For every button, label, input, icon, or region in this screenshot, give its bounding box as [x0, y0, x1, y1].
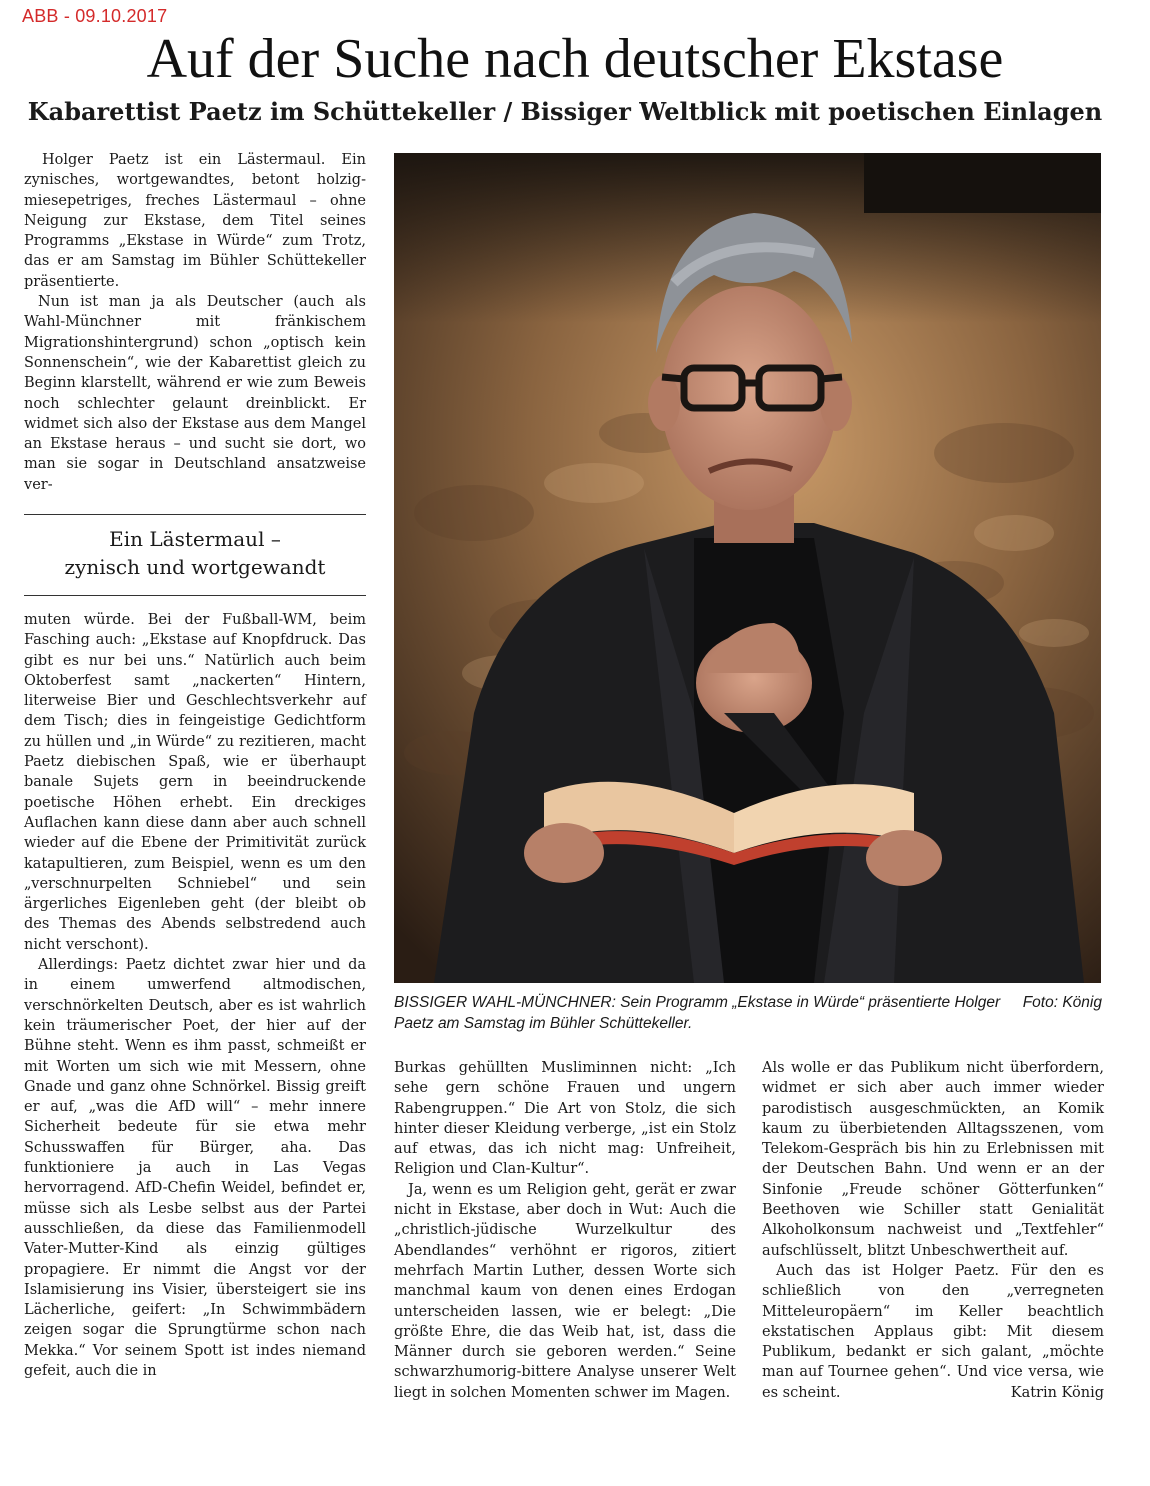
paragraph: Ja, wenn es um Religion geht, gerät er zwar nicht in Ekstase, aber doch in Wut: Auch die „christlich-jüdische Wurzelkultur des Abendlandes“ verhöhnt er rigoros, zitiert mehrfach Martin Luther, dessen Worte sich manchmal kaum von denen eines Erdogan unterscheiden lassen, wie er belegt: „Die größte Ehre, die das Weib hat, ist, dass die Männer durch sie geboren werden.“ Seine schwarzhumorig-bittere Analyse unserer Welt liegt in solchen Momenten schwer im Magen. [394, 1181, 736, 1401]
subhead-line: zynisch und wortgewandt [64, 555, 326, 579]
paragraph: muten würde. Bei der Fußball-WM, beim Fasching auch: „Ekstase auf Knopfdruck. Das gibt es nur bei uns.“ Natürlich auch beim Oktoberfest samt „nackerten“ Hintern, literweise Bier und Geschlechtsverkehr auf dem Tisch; dies in feingeistige Gedichtform zu hüllen und „in Würde“ zu rezitieren, macht Paetz diebischen Spaß, wie er überhaupt banale Sujets gern in beeindruckende poetische Höhen erhebt. Ein dreckiges Auflachen kann diese dann aber auch schnell wieder auf die Ebene der Primitivität zurück katapultieren, zum Beispiel, wenn es um den „verschnurpelten Schniebel“ und sein ärgerliches Eigenleben geht (der bleibt ob des Themas des Abends selbstredend auch nicht verschont). [24, 612, 366, 953]
source-date-stamp: ABB - 09.10.2017 [22, 6, 168, 26]
section-subhead [24, 514, 366, 596]
subheadline: Kabarettist Paetz im Schüttekeller / Bissiger Weltblick mit poetischen Einlagen [27, 97, 1103, 126]
subhead-line: Ein Lästermaul – [109, 527, 281, 551]
performer-photo-illustration [394, 153, 1101, 983]
article-intro-column [24, 150, 366, 495]
headline: Auf der Suche nach deutscher Ekstase [146, 28, 1004, 90]
paragraph-text: Auch das ist Holger Paetz. Für den es schließlich von den „verregneten Mitteleuropäern“ im Keller beachtlich ekstatischen Applaus gibt: Mit diesem Publikum, bedankt er sich galant, „möchte man auf Tournee gehen“. Und vice versa, wie es scheint. [762, 1262, 1104, 1401]
paragraph: Als wolle er das Publikum nicht überfordern, widmet er sich aber auch immer wieder parodistisch ausgeschmückten, an Komik kaum zu überbietenden Alltagsszenen, vom Telekom-Gespräch bis hin zu Erlebnissen mit der Deutschen Bahn. Und wenn er an der Sinfonie „Freude schöner Götterfunken“ Beethoven wie Schiller statt Genialität Alkoholkonsum nachweist und „Textfehler“ aufschlüsselt, blitzt Unbeschwertheit auf. [762, 1060, 1104, 1259]
paragraph: Holger Paetz ist ein Lästermaul. Ein zynisches, wortgewandtes, betont holzig-miesepetriges, freches Lästermaul – ohne Neigung zur Ekstase, dem Titel seines Programms „Ekstase in Würde“ zum Trotz, das er am Samstag im Bühler Schüttekeller präsentierte. [24, 152, 366, 290]
paragraph: Allerdings: Paetz dichtet zwar hier und da in einem umwerfend altmodischen, verschnörkelten Deutsch, aber es ist wahrlich kein träumerischer Poet, der hier auf der Bühne steht. Wenn es ihm passt, schmeißt er mit Worten um sich wie mit Messern, ohne Gnade und ganz ohne Schnörkel. Bissig greift er auf, „was die AfD will“ – mehr innere Sicherheit bedeute für sie etwa mehr Schusswaffen für Bürger, aha. Das funktioniere ja auch in Las Vegas hervorragend. AfD-Chefin Weidel, befindet er, müsse sich als Lesbe selbst aus der Partei ausschließen, da diese das Familienmodell Vater-Mutter-Kind als einzig gültiges propagiere. Er nimmt die Angst vor der Islamisierung ins Visier, übersteigert sie ins Lächerliche, geifert: „In Schwimmbädern zeigen sogar die Sprungtürme schon nach Mekka.“ Vor seinem Spott ist indes niemand gefeit, auch die in [24, 957, 366, 1379]
photo-caption [394, 992, 1102, 1034]
article-column-1 [24, 610, 366, 1381]
author-signature: Katrin König [1010, 1384, 1104, 1401]
article-photo [394, 153, 1101, 983]
paragraph: Burkas gehüllten Musliminnen nicht: „Ich sehe gern schöne Frauen und ungern Rabengruppen.“ Die Art von Stolz, die sich hinter dieser Kleidung verberge, „ist ein Stolz auf etwas, das ich nicht mag: Unfreiheit, Religion und Clan-Kultur“. [394, 1060, 736, 1178]
photo-credit: Foto: König [1022, 994, 1102, 1011]
paragraph [762, 1261, 1104, 1403]
article-column-3 [762, 1058, 1104, 1403]
caption-text: BISSIGER WAHL-MÜNCHNER: Sein Programm „Ekstase in Würde“ präsentierte Holger Paetz am Samstag im Bühler Schüttekeller. [394, 994, 1001, 1032]
paragraph: Nun ist man ja als Deutscher (auch als Wahl-Münchner mit fränkischem Migrationshintergrund) schon „optisch kein Sonnenschein“, wie der Kabarettist gleich zu Beginn klarstellt, während er wie zum Beweis noch schlechter gelaunt dreinblickt. Er widmet sich also der Ekstase aus dem Mangel an Ekstase heraus – und sucht sie dort, wo man sie sogar in Deutschland ansatzweise ver- [24, 294, 366, 493]
article-column-2 [394, 1058, 736, 1403]
